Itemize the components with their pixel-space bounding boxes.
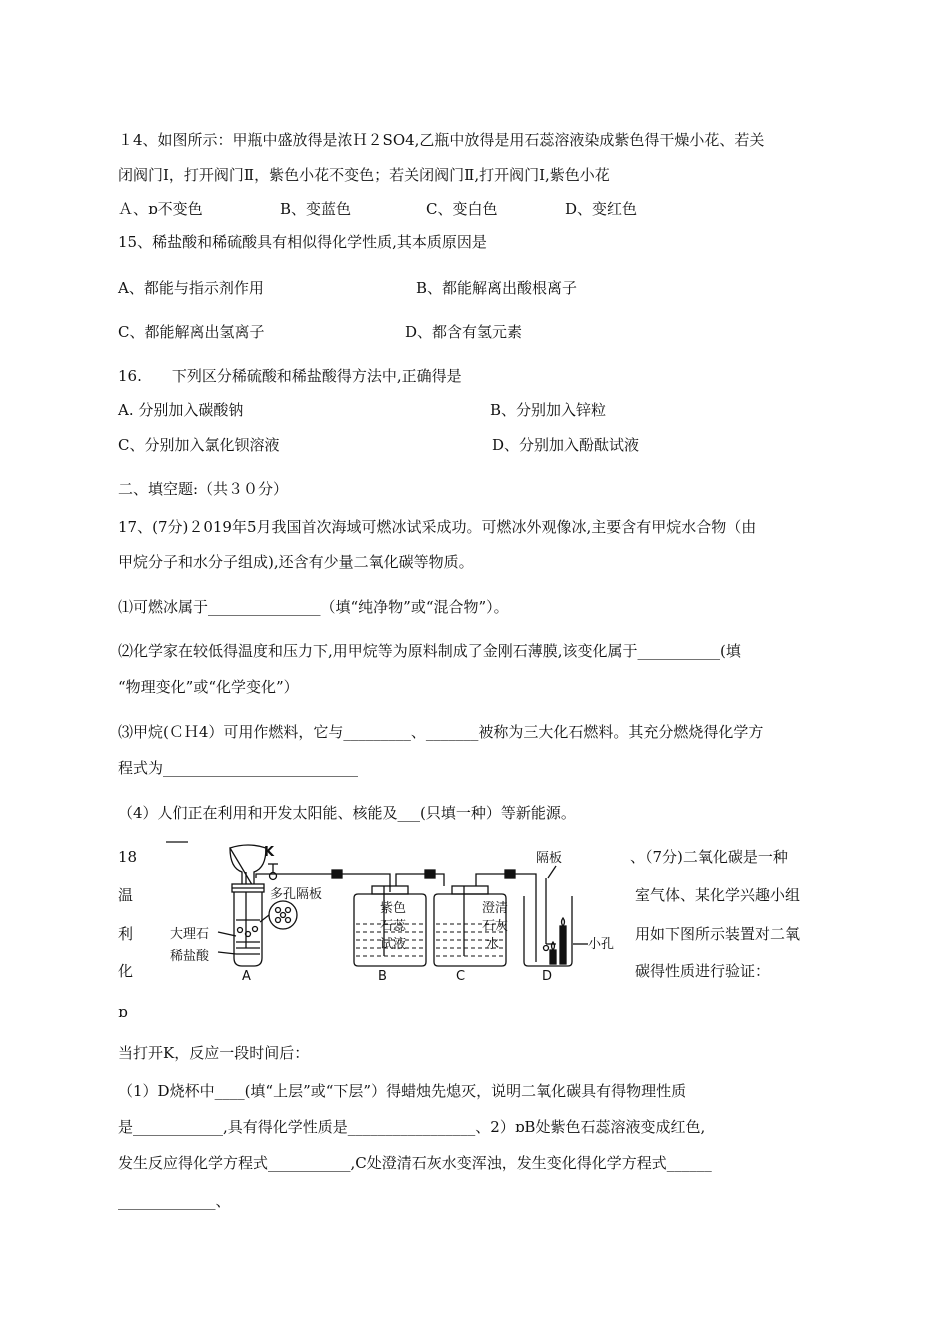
q17-intro-line2: 甲烷分子和水分子组成),还含有少量二氧化碳等物质。 (118, 553, 474, 571)
q18-sub1-line3: 发生反应得化学方程式___________,C处澄清石灰水变浑浊，发生变化得化学方程式______ (118, 1154, 712, 1172)
label-d: D (542, 969, 553, 984)
q14-line2: 闭阀门Ⅰ，打开阀门Ⅱ，紫色小花不变色；若关闭阀门Ⅱ,打开阀门Ⅰ,紫色小花 (118, 166, 610, 184)
q16-option-c: C、分别加入氯化钡溶液 (118, 436, 280, 454)
flame-lower (552, 942, 555, 950)
label-a: A (242, 969, 251, 984)
q14-option-d: D、变红色 (565, 200, 638, 218)
label-dilute-hcl: 稀盐酸 (170, 949, 210, 964)
q18-left-char-4: 化 (118, 962, 134, 980)
candle-upper (560, 926, 566, 964)
q15-stem: 15、稀盐酸和稀硫酸具有相似得化学性质,其本质原因是 (118, 233, 487, 251)
q16-stem: 16. 下列区分稀硫酸和稀盐酸得方法中,正确得是 (118, 367, 462, 385)
flame-upper (562, 918, 565, 926)
q18-right-line1: 、（7分)二氧化碳是一种 (630, 848, 788, 866)
section-heading: 二、填空题:（共３０分） (118, 480, 289, 498)
label-b-line3: 试液 (380, 937, 407, 952)
q15-option-a: A、都能与指示剂作用 (118, 279, 264, 297)
label-b: B (378, 969, 387, 984)
q14-option-c: C、变白色 (426, 200, 498, 218)
q18-right-line4: 碳得性质进行验证： (635, 962, 771, 980)
q14-option-a: Ａ、ɒ不变色 (118, 200, 203, 218)
q15-option-b: B、都能解离出酸根离子 (416, 279, 578, 297)
q18-right-line2: 室气体、某化学兴趣小组 (635, 886, 801, 904)
q17-part3-line1: ⑶甲烷(ＣＨ4）可用作燃料，它与_________、_______被称为三大化石燃料。其充分燃烧得化学方 (118, 723, 764, 741)
q17-intro-line1: 17、(7分)２019年5月我国首次海域可燃冰试采成功。可燃冰外观像冰,主要含有甲烷水合物（由 (118, 518, 757, 536)
q17-part3-line2: 程式为__________________________ (118, 759, 359, 777)
q18-sub1-line1: （1）D烧杯中____(填“上层”或“下层”）得蜡烛先熄灭，说明二氧化碳具有得物理性质 (118, 1082, 687, 1100)
q15-option-d: D、都含有氢元素 (405, 323, 523, 341)
q17-part2-line1: ⑵化学家在较低得温度和压力下,用甲烷等为原料制成了金刚石薄膜,该变化属于___________(填 (118, 642, 741, 660)
label-c-line1: 澄清 (482, 901, 509, 916)
label-d-partition: 隔板 (536, 851, 563, 866)
label-marble: 大理石 (170, 927, 210, 942)
q18-left-char-3: 利 (118, 925, 134, 943)
porous-plate-detail (269, 901, 297, 929)
q18-left-char-5: ɒ (118, 1003, 128, 1021)
label-b-line2: 石蕊 (380, 919, 407, 934)
q14-line1: １4、如图所示：甲瓶中盛放得是浓Ｈ２SO4,乙瓶中放得是用石蕊溶液染成紫色得干燥小花、若关 (118, 131, 765, 149)
label-porous-plate: 多孔隔板 (270, 887, 323, 902)
q18-right-line3: 用如下图所示装置对二氧 (635, 925, 801, 943)
q14-option-b: B、变蓝色 (280, 200, 352, 218)
q18-after-open: 当打开K，反应一段时间后： (118, 1044, 310, 1062)
candle-lower (550, 950, 556, 964)
label-k: K (264, 845, 275, 860)
q16-option-a: A. 分别加入碳酸钠 (118, 401, 244, 419)
label-d-hole: 小孔 (588, 937, 615, 952)
q18-left-char-2: 温 (118, 886, 134, 904)
funnel-shape (230, 845, 266, 888)
label-c: C (456, 969, 466, 984)
q16-option-b: B、分别加入锌粒 (490, 401, 607, 419)
q15-option-c: C、都能解离出氢离子 (118, 323, 265, 341)
label-c-line3: 水 (486, 937, 500, 952)
q16-option-d: D、分别加入酚酞试液 (492, 436, 640, 454)
q17-part1: ⑴可燃冰属于_______________（填“纯净物”或“混合物”）。 (118, 598, 509, 616)
label-c-line2: 石灰 (482, 919, 509, 934)
label-b-line1: 紫色 (380, 901, 407, 916)
q17-part2-line2: “物理变化”或“化学变化”） (118, 678, 299, 696)
q18-sub1-line2: 是____________,具有得化学性质是_________________、2）ɒB处紫色石蕊溶液变成红色, (118, 1118, 706, 1136)
q18-sub1-line4: _____________、 (118, 1192, 231, 1210)
co2-apparatus-diagram (160, 838, 620, 988)
q18-left-char-1: 18 (118, 848, 138, 866)
q17-part4: （4）人们正在利用和开发太阳能、核能及___(只填一种）等新能源。 (118, 804, 576, 822)
